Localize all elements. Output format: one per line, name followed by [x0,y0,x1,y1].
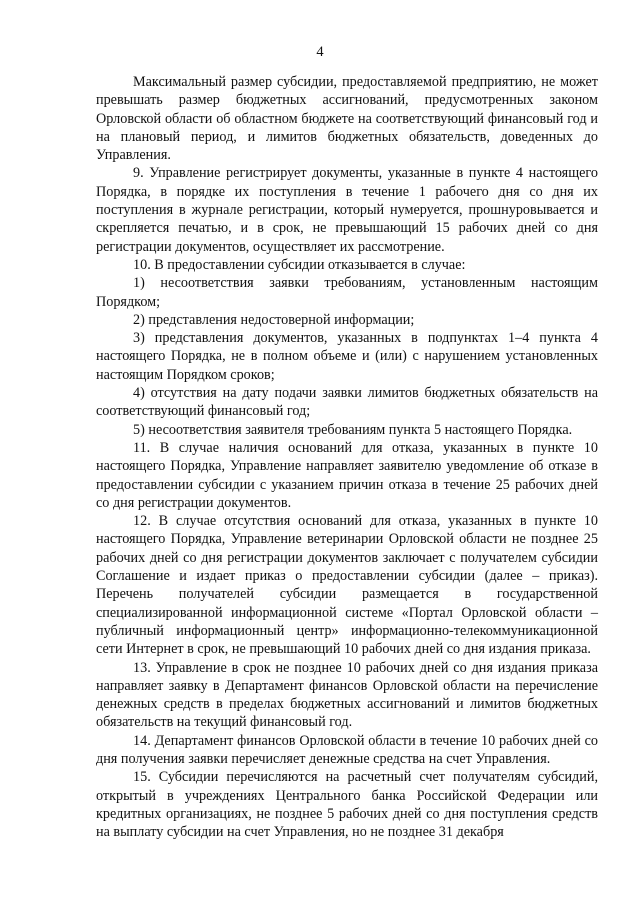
refusal-item-3: 3) представления документов, указанных в подпунктах 1–4 пункта 4 настоящего Порядка, не в полном объеме и (или) с нарушением установленных настоящим Порядком сроков; [96,330,598,383]
paragraph-10-refusal: 10. В предоставлении субсидии отказывается в случае: [133,256,466,273]
paragraph-11-notice: 11. В случае наличия оснований для отказа, указанных в пункте 10 настоящего Порядка, Управление направляет заявителю уведомление об отказе в предоставлении субсидии с указанием причин отказа в течение 25 рабочих дней со дня регистрации документов. [96,439,598,511]
paragraph-15-payment: 15. Субсидии перечисляются на расчетный счет получателям субсидий, открытый в учреждениях Центрального банка Российской Федерации или кредитных организациях, не позднее 5 рабочих дней со дня поступления средств на выплату субсидии на счет Управления, но не позднее 31 декабря [96,769,598,841]
document-body [96,73,598,841]
refusal-item-5: 5) несоответствия заявителя требованиям пункта 5 настоящего Порядка. [133,421,573,438]
refusal-item-4: 4) отсутствия на дату подачи заявки лимитов бюджетных обязательств на соответствующий финансовый год; [96,385,598,420]
paragraph-12-agreement: 12. В случае отсутствия оснований для отказа, указанных в пункте 10 настоящего Порядка, Управление ветеринарии Орловской области не позднее 25 рабочих дней со дня регистрации документов заключает с получателем субсидии Соглашение и издает приказ о предоставлении субсидии (далее – приказ). Перечень получателей субсидии размещается в государственной специализированной информационной системе «Портал Орловской области – публичный информационный центр» информационно-телекоммуникационной сети Интернет в срок, не превышающий 10 рабочих дней со дня издания приказа. [96,513,598,658]
paragraph-13-request: 13. Управление в срок не позднее 10 рабочих дней со дня издания приказа направляет заявку в Департамент финансов Орловской области на перечисление денежных средств в пределах бюджетных ассигнований и лимитов бюджетных обязательств на текущий финансовый год. [96,659,598,731]
page-number: 4 [316,44,324,60]
paragraph-max-subsidy: Максимальный размер субсидии, предоставляемой предприятию, не может превышать размер бюджетных ассигнований, предусмотренных законом Орловской области об областном бюджете на соответствующий финансовый год и на плановый период, и лимитов бюджетных обязательств, доведенных до Управления. [96,74,598,164]
paragraph-14-transfer: 14. Департамент финансов Орловской области в течение 10 рабочих дней со дня получения заявки перечисляет денежные средства на счет Управления. [96,732,598,767]
paragraph-9-registration: 9. Управление регистрирует документы, указанные в пункте 4 настоящего Порядка, в порядке их поступления в течение 1 рабочего дня со дня их поступления в журнале регистрации, который нумеруется, прошнуровывается и скрепляется печатью, и в срок, не превышающий 15 рабочих дней со дня регистрации документов, осуществляет их рассмотрение. [96,165,598,255]
refusal-item-1: 1) несоответствия заявки требованиям, установленным настоящим Порядком; [96,275,598,310]
refusal-item-2: 2) представления недостоверной информации; [133,311,415,328]
